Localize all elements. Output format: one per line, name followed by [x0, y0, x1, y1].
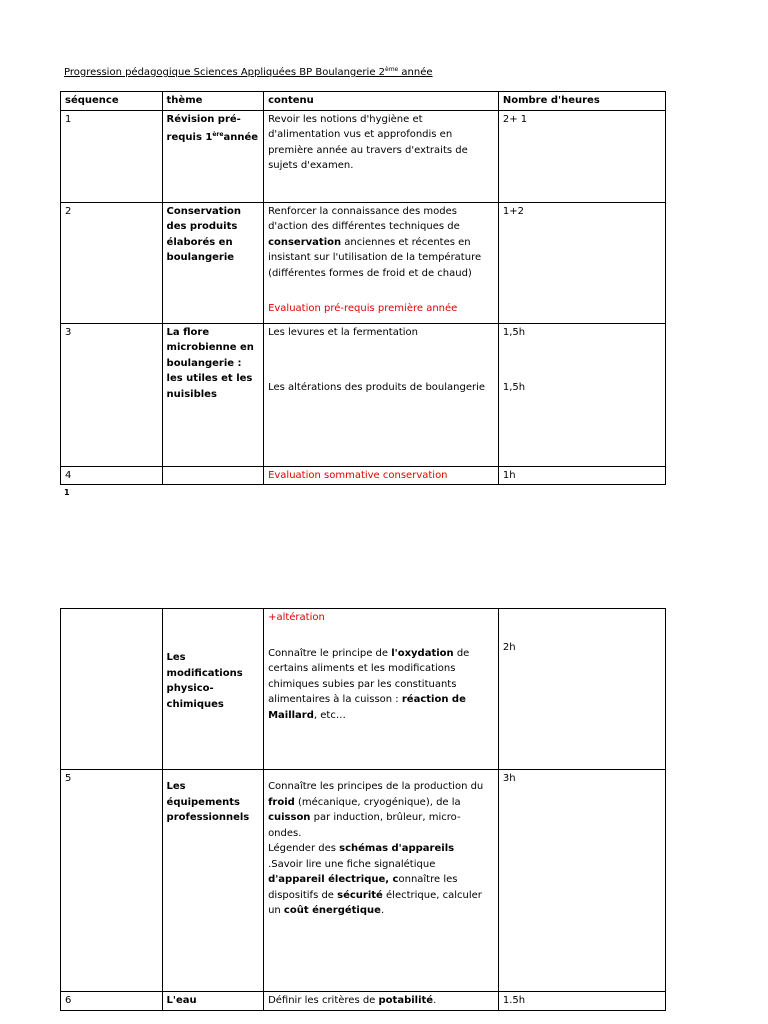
sequence-cell: 1	[61, 110, 163, 202]
header-sequence: séquence	[61, 92, 163, 111]
sequence-cell: 2	[61, 202, 163, 323]
theme-cell: Révision pré-requis 1èreannée	[162, 110, 264, 202]
sequence-cell: 3	[61, 323, 163, 466]
table-row	[61, 770, 666, 992]
progression-table-2	[60, 608, 666, 1011]
table-row	[61, 110, 666, 202]
page-title: Progression pédagogique Sciences Appliquées BP Boulangerie 2ème année	[64, 66, 433, 78]
sequence-cell	[61, 609, 163, 770]
sequence-cell: 4	[61, 466, 163, 485]
theme-cell: Conservation des produits élaborés en boulangerie	[162, 202, 264, 323]
sequence-cell: 5	[61, 770, 163, 992]
progression-table-1	[60, 91, 666, 485]
heures-cell: 1.5h	[498, 992, 665, 1011]
table-row	[61, 323, 666, 466]
contenu-cell: Revoir les notions d'hygiène et d'alimentation vus et approfondis en première année au travers d'extraits de sujets d'examen.	[264, 110, 499, 202]
table-row	[61, 466, 666, 485]
contenu-cell: Les levures et la fermentation Les altérations des produits de boulangerie	[264, 323, 499, 466]
theme-cell: La flore microbienne en boulangerie : les utiles et les nuisibles	[162, 323, 264, 466]
heures-cell: 1h	[498, 466, 665, 485]
header-heures: Nombre d'heures	[498, 92, 665, 111]
sequence-cell: 6	[61, 992, 163, 1011]
contenu-cell: +altération Connaître le principe de l'oxydation de certains aliments et les modifications chimiques subies par les constituants alimentaires à la cuisson : réaction de Maillard, etc…	[264, 609, 499, 770]
contenu-cell: Connaître les principes de la production du froid (mécanique, cryogénique), de la cuisson par induction, brûleur, micro-ondes. Légender des schémas d'appareils .Savoir lire une fiche signalétique d'appareil électrique, connaître les dispositifs de sécurité électrique, calculer un coût énergétique.	[264, 770, 499, 992]
header-theme: thème	[162, 92, 264, 111]
contenu-cell: Définir les critères de potabilité.	[264, 992, 499, 1011]
heures-cell: 2+ 1	[498, 110, 665, 202]
heures-cell: 1,5h 1,5h	[498, 323, 665, 466]
contenu-cell: Renforcer la connaissance des modes d'action des différentes techniques de conservation anciennes et récentes en insistant sur l'utilisation de la température (différentes formes de froid et de chaud) Evaluation pré-requis première année	[264, 202, 499, 323]
table-row	[61, 992, 666, 1011]
evaluation-note: Evaluation pré-requis première année	[268, 303, 458, 314]
heures-cell: 2h	[498, 609, 665, 770]
contenu-cell: Evaluation sommative conservation	[264, 466, 499, 485]
theme-cell	[162, 466, 264, 485]
theme-cell: L'eau	[162, 992, 264, 1011]
footnote-number: 1	[64, 488, 70, 497]
table-row	[61, 202, 666, 323]
header-contenu: contenu	[264, 92, 499, 111]
table-row	[61, 609, 666, 770]
heures-cell: 1+2	[498, 202, 665, 323]
theme-cell: Les modifications physico-chimiques	[162, 609, 264, 770]
heures-cell: 3h	[498, 770, 665, 992]
theme-cell: Les équipements professionnels	[162, 770, 264, 992]
table-header-row	[61, 92, 666, 111]
